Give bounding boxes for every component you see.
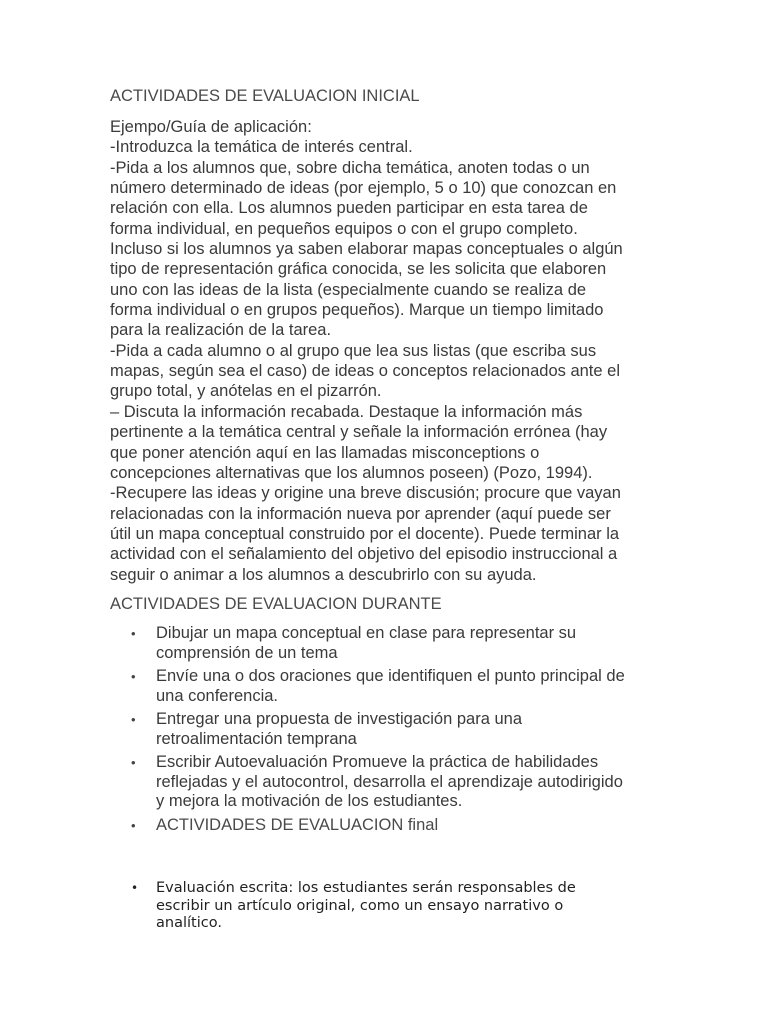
durante-list (110, 624, 670, 839)
list-item-line: y mejora la motivación de los estudiantes. (156, 792, 463, 810)
list-item-line: Entregar una propuesta de investigación para una (156, 710, 523, 728)
paragraph-line: actividad con el señalamiento del objetivo del episodio instruccional a (110, 545, 618, 564)
paragraph-line: relación con ella. Los alumnos pueden participar en esta tarea de (110, 199, 588, 218)
paragraph-line: pertinente a la temática central y señale la información errónea (hay (110, 423, 608, 442)
list-item (110, 667, 670, 706)
inicial-body (110, 117, 670, 585)
paragraph-line: Incluso si los alumnos ya saben elaborar mapas conceptuales o algún (110, 240, 623, 259)
bullet-icon: • (131, 626, 136, 641)
paragraph-line: mapas, según sea el caso) de ideas o conceptos relacionados ante el (110, 362, 620, 381)
paragraph-line: -Recupere las ideas y origine una breve discusión; procure que vayan (110, 484, 621, 503)
list-item (110, 624, 670, 663)
section-heading-durante: ACTIVIDADES DE EVALUACION DURANTE (110, 595, 442, 613)
paragraph-line: concepciones alternativas que los alumnos poseen) (Pozo, 1994). (110, 463, 593, 482)
paragraph-line: forma individual o en grupos pequeños). Marque un tiempo limitado (110, 301, 604, 320)
list-item (110, 880, 670, 933)
paragraph-line: útil un mapa conceptual construido por el docente). Puede terminar la (110, 524, 620, 543)
paragraph-line: -Pida a los alumnos que, sobre dicha temática, anoten todas o un (110, 158, 590, 177)
list-item-line: analítico. (156, 915, 222, 931)
paragraph-line: -Pida a cada alumno o al grupo que lea sus listas (que escriba sus (110, 341, 597, 360)
list-item-heading-final (110, 816, 670, 836)
paragraph-line: relacionadas con la información nueva por aprender (aquí puede ser (110, 504, 611, 523)
final-list (110, 880, 670, 933)
list-item-line: Evaluación escrita: los estudiantes serán responsables de (156, 880, 576, 896)
bullet-icon: • (131, 755, 136, 770)
list-item-line: Dibujar un mapa conceptual en clase para representar su (156, 624, 577, 642)
paragraph-line: uno con las ideas de la lista (especialmente cuando se realiza de (110, 280, 587, 299)
list-item (110, 710, 670, 749)
list-item-line: escribir un artículo original, como un ensayo narrativo o (156, 897, 564, 914)
bullet-icon: • (131, 817, 136, 833)
bullet-icon: • (131, 881, 139, 895)
list-item-line: comprensión de un tema (156, 643, 338, 662)
paragraph-line: seguir o animar a los alumnos a descubrirlo con su ayuda. (110, 565, 537, 584)
paragraph-line: número determinado de ideas (por ejemplo, 5 o 10) que conozcan en (110, 179, 617, 198)
list-item-line: una conferencia. (156, 686, 279, 705)
bullet-icon: • (131, 712, 136, 727)
section-heading-inicial: ACTIVIDADES DE EVALUACION INICIAL (110, 87, 420, 105)
paragraph-line: tipo de representación gráfica conocida, se les solicita que elaboren (110, 260, 607, 279)
paragraph-line: grupo total, y anótelas en el pizarrón. (110, 382, 382, 401)
paragraph-line: forma individual, en pequeños equipos o con el grupo completo. (110, 219, 578, 238)
bullet-icon: • (131, 669, 136, 684)
paragraph-line: que poner atención aquí en las llamadas misconceptions o (110, 443, 540, 462)
paragraph-line: -Introduzca la temática de interés central. (110, 138, 413, 157)
list-item-line: retroalimentación temprana (156, 729, 357, 748)
section-heading-final: ACTIVIDADES DE EVALUACION final (156, 815, 439, 834)
list-item-line: Envíe una o dos oraciones que identifiquen el punto principal de (156, 667, 625, 685)
list-item (110, 753, 670, 812)
paragraph-line: para la realización de la tarea. (110, 321, 332, 340)
paragraph-line: – Discuta la información recabada. Destaque la información más (110, 402, 583, 421)
list-item-line: reflejadas y el autocontrol, desarrolla el aprendizaje autodirigido (156, 772, 623, 791)
paragraph-line: Ejempo/Guía de aplicación: (110, 118, 312, 136)
list-item-line: Escribir Autoevaluación Promueve la práctica de habilidades (156, 753, 599, 771)
